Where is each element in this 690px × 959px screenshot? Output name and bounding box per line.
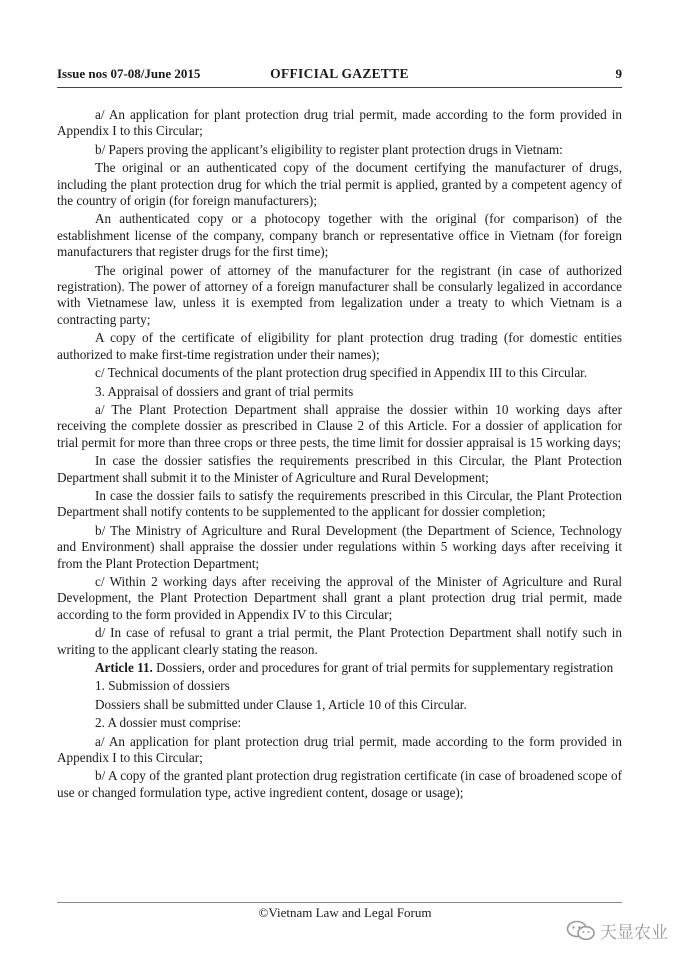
page-number: 9 bbox=[615, 66, 622, 81]
paragraph: a/ The Plant Protection Department shall appraise the dossier within 10 working days after receiving the complete dossier as prescribed in Clause 2 of this Article. For a dossier of application for trial permit for more than three crops or three pests, the time limit for dossier appraisal is 15 working days; bbox=[57, 401, 622, 450]
page-header bbox=[57, 66, 622, 82]
paragraph: c/ Technical documents of the plant protection drug specified in Appendix III to this Circular. bbox=[95, 365, 588, 381]
article-heading bbox=[57, 660, 622, 676]
paragraph: a/ An application for plant protection drug trial permit, made according to the form provided in Appendix I to this Circular; bbox=[57, 107, 622, 139]
paragraph: b/ A copy of the granted plant protection drug registration certificate (in case of broadened scope of use or changed formulation type, active ingredient content, dosage or usage); bbox=[57, 768, 622, 800]
footer-copyright: ©Vietnam Law and Legal Forum bbox=[258, 905, 432, 920]
issue-number: Issue nos 07-08/June 2015 bbox=[57, 66, 201, 81]
article-title: Dossiers, order and procedures for grant of trial permits for supplementary registration bbox=[152, 660, 614, 675]
watermark-text: 天显农业 bbox=[600, 923, 668, 943]
paragraph: A copy of the certificate of eligibility for plant protection drug trading (for domestic entities authorized to make first-time registration under their names); bbox=[57, 330, 622, 362]
paragraph: 2. A dossier must comprise: bbox=[95, 715, 242, 731]
wechat-icon bbox=[566, 920, 596, 942]
paragraph: c/ Within 2 working days after receiving the approval of the Minister of Agriculture and Rural Development, the Plant Protection Department shall grant a plant protection drug trial permit, made according to the form provided in Appendix IV to this Circular; bbox=[57, 573, 622, 622]
watermark bbox=[566, 918, 668, 943]
paragraph: a/ An application for plant protection drug trial permit, made according to the form provided in Appendix I to this Circular; bbox=[57, 733, 622, 766]
paragraph: Dossiers shall be submitted under Clause 1, Article 10 of this Circular. bbox=[95, 696, 467, 712]
paragraph: b/ Papers proving the applicant’s eligibility to register plant protection drugs in Vietnam: bbox=[95, 141, 563, 157]
gazette-title: OFFICIAL GAZETTE bbox=[270, 66, 409, 81]
footer-divider bbox=[57, 902, 622, 903]
document-body bbox=[57, 107, 622, 803]
paragraph: In case the dossier fails to satisfy the requirements prescribed in this Circular, the Plant Protection Department shall notify contents to be supplemented to the applicant for dossier completion; bbox=[57, 487, 622, 520]
header-divider bbox=[57, 87, 622, 88]
paragraph: An authenticated copy or a photocopy together with the original (for comparison) of the establishment license of the company, company branch or representative office in Vietnam (for foreign manufacturers that register drugs for the first time); bbox=[57, 211, 622, 260]
paragraph: The original or an authenticated copy of the document certifying the manufacturer of drugs, including the plant protection drug for which the trial permit is applied, granted by a competent agency of the country of origin (for foreign manufacturers); bbox=[57, 160, 622, 209]
paragraph: 1. Submission of dossiers bbox=[95, 678, 230, 694]
paragraph: 3. Appraisal of dossiers and grant of trial permits bbox=[95, 383, 354, 399]
article-label: Article 11. bbox=[95, 660, 153, 675]
paragraph: In case the dossier satisfies the requirements prescribed in this Circular, the Plant Protection Department shall submit it to the Minister of Agriculture and Rural Development; bbox=[57, 453, 622, 485]
paragraph: d/ In case of refusal to grant a trial permit, the Plant Protection Department shall notify such in writing to the applicant clearly stating the reason. bbox=[57, 625, 622, 657]
paragraph: The original power of attorney of the manufacturer for the registrant (in case of authorized registration). The power of attorney of a foreign manufacturer shall be consularly legalized in accordance with Vietnamese law, unless it is exempted from legalization under a treaty to which Vietnam is a contracting party; bbox=[57, 262, 622, 327]
paragraph: b/ The Ministry of Agriculture and Rural Development (the Department of Science, Technology and Environment) shall appraise the dossier under regulations within 5 working days after receiving it from the Plant Protection Department; bbox=[57, 522, 622, 571]
